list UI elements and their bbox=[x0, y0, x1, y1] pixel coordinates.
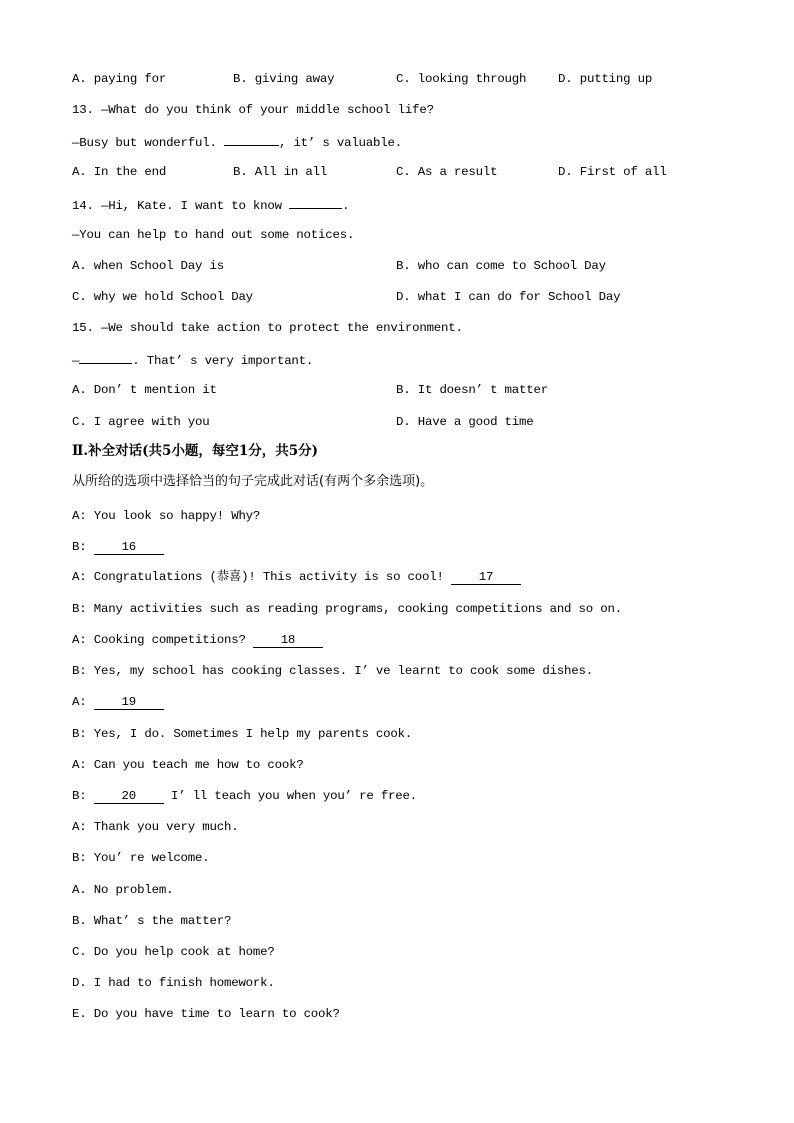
dialogue-line: A: You look so happy! Why? bbox=[72, 509, 261, 523]
blank-18: 18 bbox=[253, 633, 323, 648]
q14-option-b: B. who can come to School Day bbox=[396, 259, 606, 273]
blank-19: 19 bbox=[94, 695, 164, 710]
q12-option-a: A. paying for bbox=[72, 72, 167, 86]
q15-response: — . That’ s very important. bbox=[72, 351, 313, 369]
dialogue-line: A: Thank you very much. bbox=[72, 820, 239, 834]
dialogue-line: B: Yes, I do. Sometimes I help my parents cook. bbox=[72, 727, 413, 741]
dialogue-line: A: Can you teach me how to cook? bbox=[72, 758, 304, 772]
q13-option-b: B. All in all bbox=[233, 165, 328, 179]
dialogue-line: A: 19 bbox=[72, 694, 164, 710]
q14-option-c: C. why we hold School Day bbox=[72, 290, 253, 304]
q15-option-c: C. I agree with you bbox=[72, 415, 210, 429]
answer-blank bbox=[289, 196, 342, 209]
dialogue-line: B: You’ re welcome. bbox=[72, 851, 210, 865]
answer-blank bbox=[79, 351, 132, 364]
choice-a: A. No problem. bbox=[72, 883, 174, 897]
choice-b: B. What’ s the matter? bbox=[72, 914, 232, 928]
q15-option-d: D. Have a good time bbox=[396, 415, 534, 429]
q14-option-a: A. when School Day is bbox=[72, 259, 224, 273]
section-instruction: 从所给的选项中选择恰当的句子完成此对话(有两个多余选项)。 bbox=[72, 474, 434, 489]
dialogue-line: B: Yes, my school has cooking classes. I’ ve learnt to cook some dishes. bbox=[72, 664, 593, 678]
dialogue-line: B: Many activities such as reading programs, cooking competitions and so on. bbox=[72, 602, 622, 616]
section-heading: Ⅱ.补全对话(共5小题，每空1分，共5分) bbox=[72, 443, 319, 459]
q15-question: 15. —We should take action to protect the environment. bbox=[72, 321, 463, 335]
q14-question: 14. —Hi, Kate. I want to know . bbox=[72, 196, 349, 214]
blank-16: 16 bbox=[94, 540, 164, 555]
dialogue-line: A: Congratulations (恭喜)! This activity is so cool! 17 bbox=[72, 569, 521, 585]
q13-option-a: A. In the end bbox=[72, 165, 167, 179]
choice-e: E. Do you have time to learn to cook? bbox=[72, 1007, 340, 1021]
blank-20: 20 bbox=[94, 789, 164, 804]
q13-question: 13. —What do you think of your middle school life? bbox=[72, 103, 434, 117]
q13-response: —Busy but wonderful. , it’ s valuable. bbox=[72, 133, 402, 151]
choice-d: D. I had to finish homework. bbox=[72, 976, 275, 990]
q13-option-c: C. As a result bbox=[396, 165, 498, 179]
q14-option-d: D. what I can do for School Day bbox=[396, 290, 621, 304]
q15-option-a: A. Don’ t mention it bbox=[72, 383, 217, 397]
q12-option-c: C. looking through bbox=[396, 72, 527, 86]
dialogue-line: A: Cooking competitions? 18 bbox=[72, 632, 323, 648]
dialogue-line: B: 20 I’ ll teach you when you’ re free. bbox=[72, 789, 417, 803]
q12-option-d: D. putting up bbox=[558, 72, 653, 86]
choice-c: C. Do you help cook at home? bbox=[72, 945, 275, 959]
q13-option-d: D. First of all bbox=[558, 165, 667, 179]
answer-blank bbox=[224, 133, 279, 146]
blank-17: 17 bbox=[451, 570, 521, 585]
q12-option-b: B. giving away bbox=[233, 72, 335, 86]
dialogue-line: B: 16 bbox=[72, 539, 164, 555]
q15-option-b: B. It doesn’ t matter bbox=[396, 383, 548, 397]
q14-response: —You can help to hand out some notices. bbox=[72, 228, 355, 242]
